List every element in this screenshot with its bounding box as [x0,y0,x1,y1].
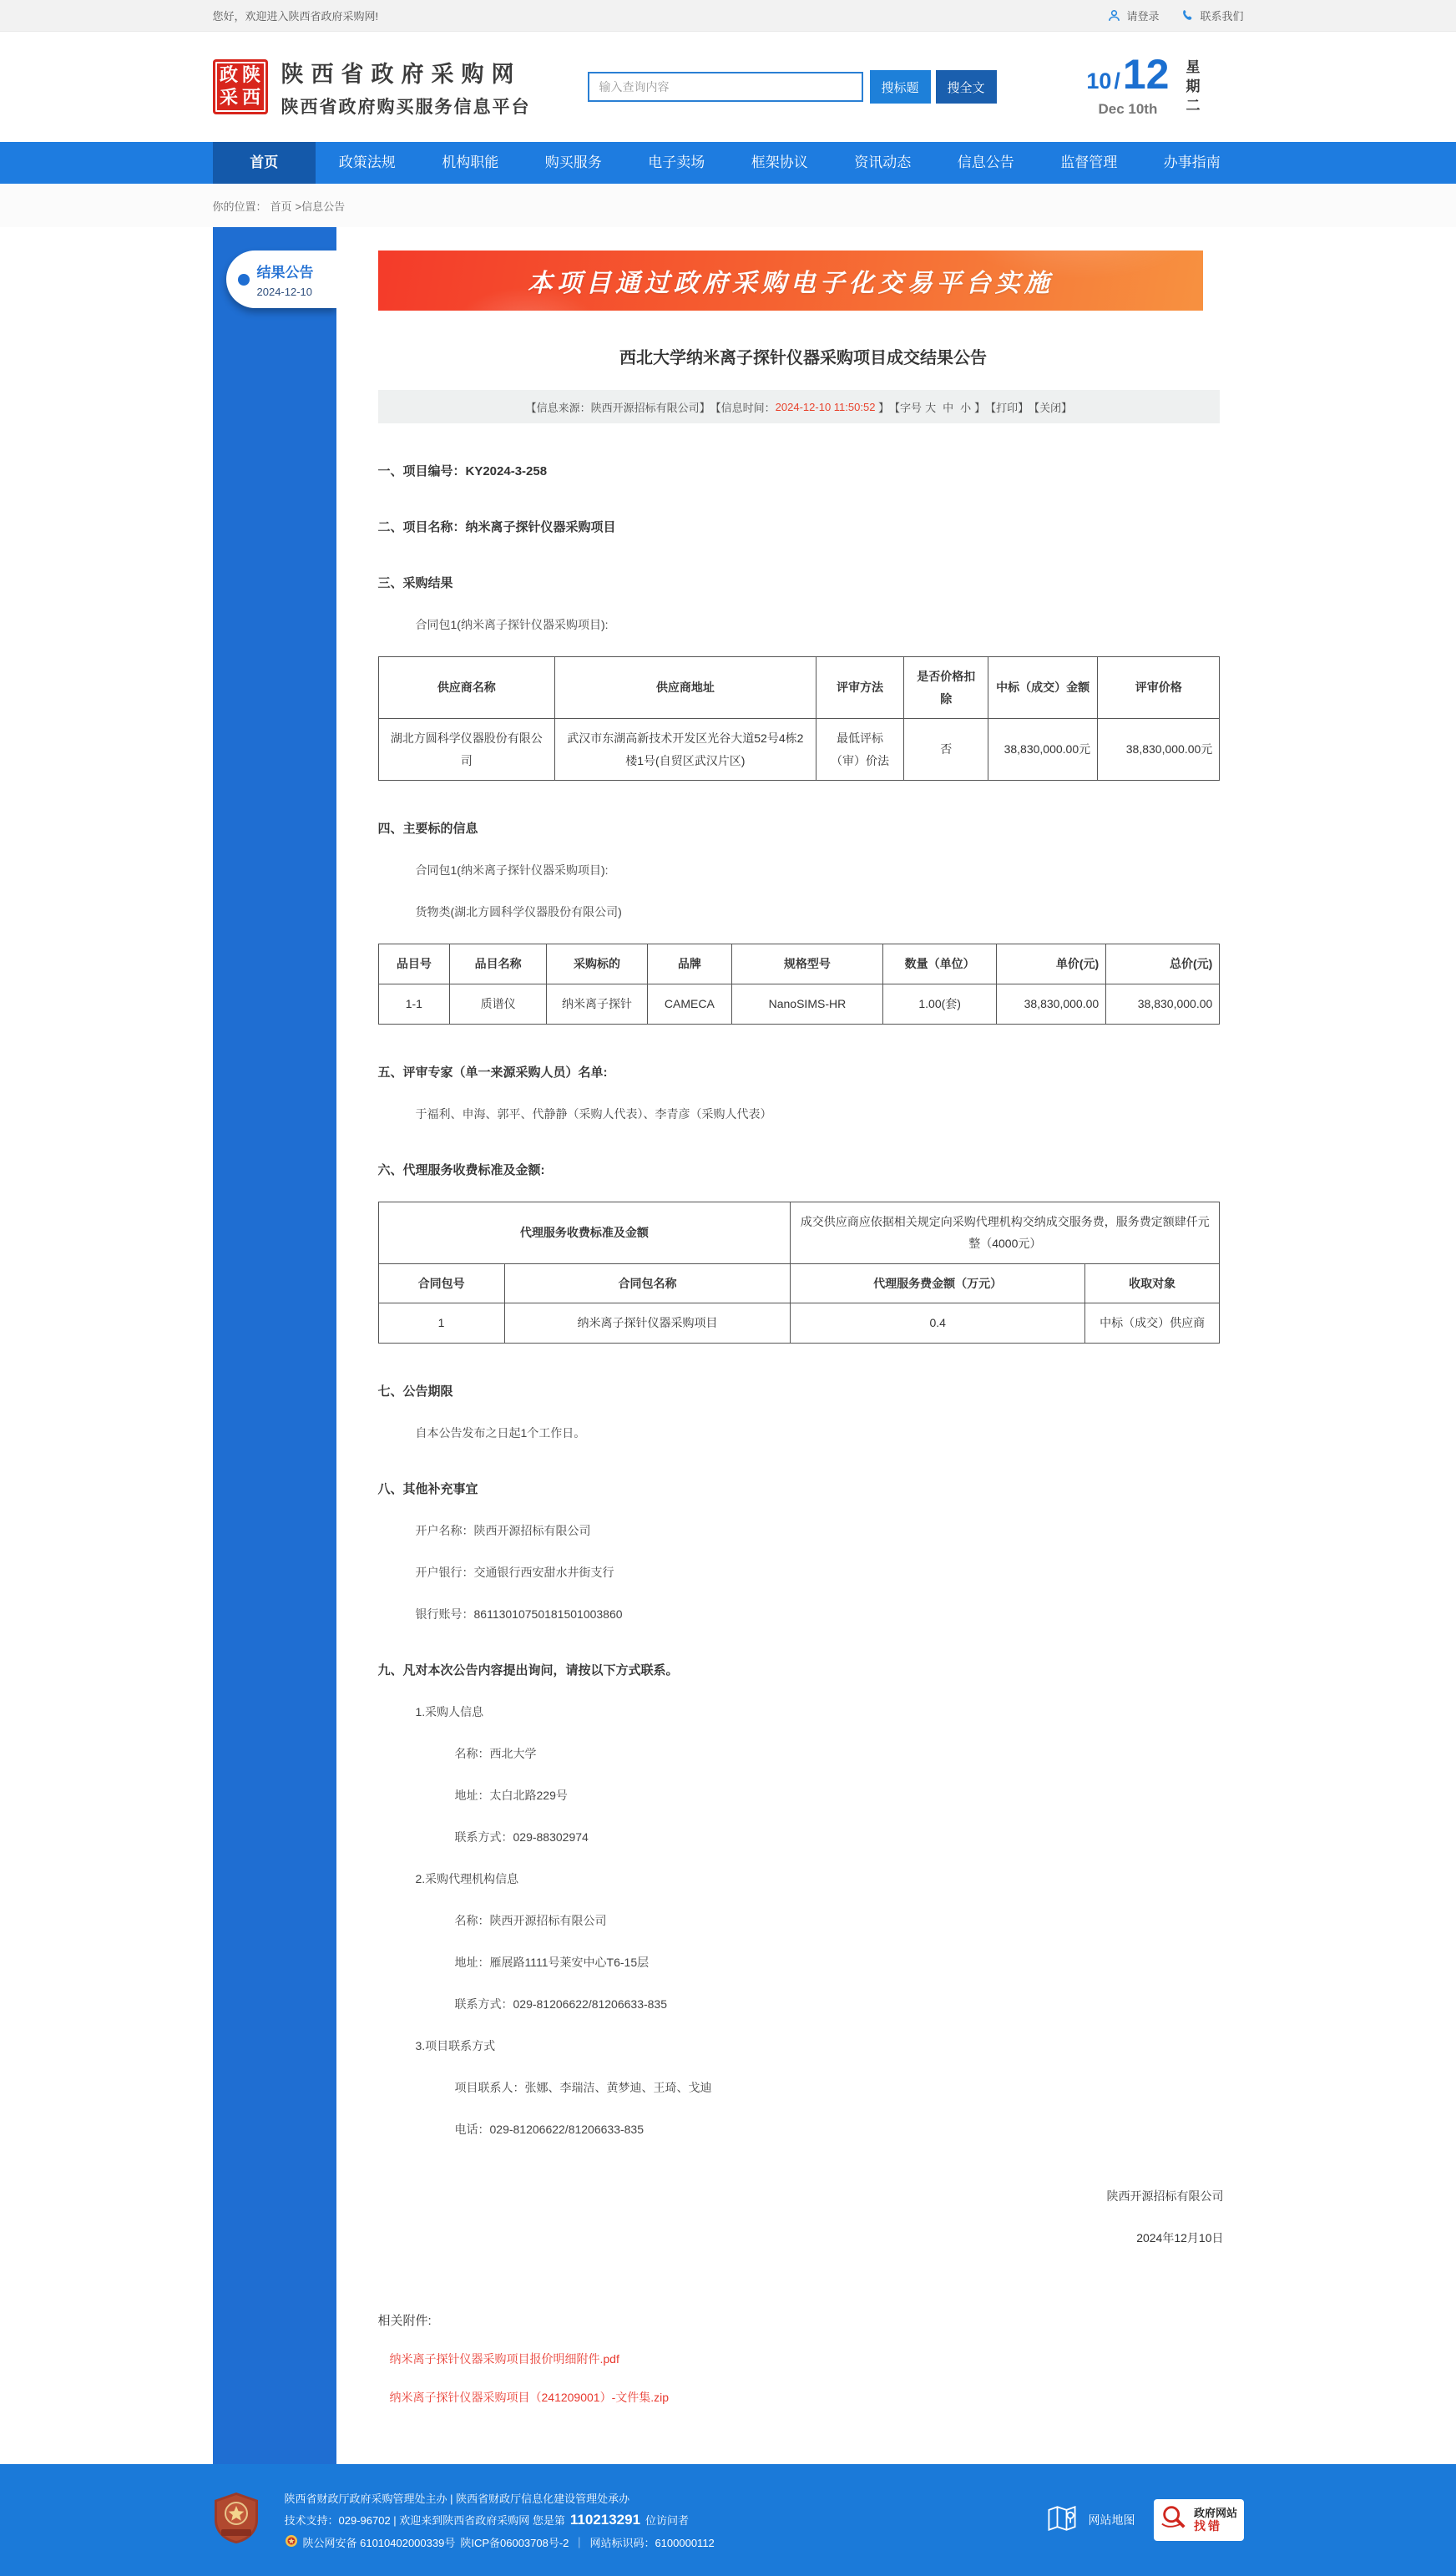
footer-organizer-line: 陕西省财政厅政府采购管理处主办 | 陕西省财政厅信息化建设管理处承办 [284,2492,630,2505]
nav-item-policies[interactable]: 政策法规 [338,154,396,170]
table-header-row: 品目号 品目名称 采购标的 品牌 规格型号 数量（单位） 单价(元) 总价(元) [378,944,1220,984]
map-icon [1044,2500,1080,2539]
signoff-date: 2024年12月10日 [1136,2230,1224,2245]
nav-item-framework[interactable]: 框架协议 [751,154,808,170]
sidebar [213,227,336,2464]
article-meta-bar: 【信息来源：陕西开源招标有限公司】 【信息时间： 2024-12-10 11:50:52 】 【字号 大 中 小 】 【打印】 【关闭】 [378,390,1221,423]
contact-label: 联系我们 [1200,10,1244,23]
purchaser-contact: 联系方式：029-88302974 [454,1830,589,1844]
date-day: 12 [1122,51,1170,98]
close-button[interactable]: 【关闭】 [1029,401,1073,414]
attachments [378,2311,1229,2406]
police-badge-icon [285,2534,298,2550]
date-weekday: 星期二 [1183,59,1200,117]
meta-time: 2024-12-10 11:50:52 [775,400,876,413]
account-number: 银行账号：86113010750181501003860 [415,1607,623,1621]
table-header-row: 合同包号 合同包名称 代理服务费金额（万元） 收取对象 [378,1263,1220,1303]
date-english: Dec 10th [1098,101,1158,117]
section-9-heading: 九、凡对本次公告内容提出询问，请按以下方式联系。 [377,1663,679,1678]
section-2-heading: 二、项目名称：纳米离子探针仪器采购项目 [377,520,616,534]
table-row: 1-1 质谱仪 纳米离子探针 CAMECA NanoSIMS-HR 1.00(套) 38,830,000.00 38,830,000.00 [378,984,1220,1024]
search-bar [588,70,997,104]
nav-item-e-market[interactable]: 电子卖场 [648,154,705,170]
table-row: 湖北方圆科学仪器股份有限公司 武汉市东湖高新技术开发区光谷大道52号4栋2楼1号(自贸区武汉片区) 最低评标（审）价法 否 38,830,000.00元 38,830,000.00元 [378,719,1220,781]
breadcrumb-home-link[interactable]: 首页 [270,200,292,213]
footer-support-text: 技术支持：029-96702 | 欢迎来到陕西省政府采购网 您是第 [284,2514,565,2528]
find-error-badge[interactable] [1154,2499,1244,2541]
breadcrumb-label: 你的位置： [212,200,267,213]
login-label: 请登录 [1126,10,1160,23]
supplier-result-table [378,656,1221,781]
site-footer: 陕西省财政厅政府采购管理处主办 | 陕西省财政厅信息化建设管理处承办 技术支持：029-96702 | 欢迎来到陕西省政府采购网 您是第 110213291 位访问者 陕公网安备 61010402000339号 陕ICP备06003708号-2 ｜ 网站标识码：6100000112 网站地图 政府网站 找错 [0,2464,1456,2576]
fontsize-large-button[interactable]: 大 [925,401,937,414]
government-badge-icon [213,2491,260,2548]
project-contact-phone: 电话：029-81206622/81206633-835 [454,2122,645,2136]
nav-item-announcements[interactable]: 信息公告 [957,154,1014,170]
sidebar-tab-title: 结果公告 [256,265,314,281]
nav-item-purchase-services[interactable]: 购买服务 [544,154,602,170]
section-7-heading: 七、公告期限 [377,1384,453,1399]
signoff [378,2188,1229,2246]
expert-list: 于福利、申海、郭平、代静静（采购人代表）、李青彦（采购人代表） [415,1106,772,1121]
agency-fee-table [378,1202,1221,1344]
nav-item-guide[interactable]: 办事指南 [1163,154,1221,170]
sitemap-label: 网站地图 [1088,2513,1135,2527]
find-error-line2: 找错 [1193,2519,1222,2533]
meta-source: 【信息来源：陕西开源招标有限公司】 [525,401,710,414]
table-row: 1 纳米离子探针仪器采购项目 0.4 中标（成交）供应商 [378,1303,1220,1344]
items-table [378,944,1221,1024]
breadcrumb [0,184,1456,227]
signoff-company: 陕西开源招标有限公司 [1106,2189,1224,2203]
contact-link[interactable] [1180,8,1243,23]
project-contact-persons: 项目联系人：张娜、李瑞洁、黄梦迪、王琦、戈迪 [454,2080,712,2094]
table-header-row: 供应商名称 供应商地址 评审方法 是否价格扣除 中标（成交）金额 评审价格 [378,657,1220,719]
footer-beian[interactable]: 陕公网安备 61010402000339号 [302,2536,456,2549]
section-4-heading: 四、主要标的信息 [377,822,478,837]
purchaser-info-title: 1.采购人信息 [415,1704,484,1718]
account-name: 开户名称：陕西开源招标有限公司 [415,1523,591,1537]
agency-name: 名称：陕西开源招标有限公司 [454,1913,607,1927]
footer-site-code: 网站标识码：6100000112 [589,2536,715,2549]
phone-icon [1180,8,1195,23]
main-nav [0,142,1456,184]
search-title-button[interactable]: 搜标题 [870,70,931,104]
user-icon [1107,8,1121,23]
date-month: 10 [1086,68,1112,94]
section-1-heading: 一、项目编号：KY2024-3-258 [377,464,548,478]
section-8-heading: 八、其他补充事宜 [377,1481,478,1496]
main-area [213,227,1244,2464]
site-brand[interactable] [213,56,531,119]
fontsize-medium-button[interactable]: 中 [943,401,954,414]
table-row: 代理服务收费标准及金额 成交供应商应依据相关规定向采购代理机构交纳成交服务费，服务费定额肆仟元整（4000元） [378,1202,1220,1263]
announcement-period: 自本公告发布之日起1个工作日。 [415,1425,586,1440]
nav-item-supervision[interactable]: 监督管理 [1060,154,1118,170]
section-6-heading: 六、代理服务收费标准及金额: [377,1162,545,1177]
date-widget: 10 /12 Dec 10th 星期二 [1086,56,1243,118]
footer-icp[interactable]: 陕ICP备06003708号-2 [460,2536,569,2549]
agency-address: 地址：雁展路1111号莱安中心T6-15层 [454,1955,650,1969]
search-fulltext-button[interactable]: 搜全文 [936,70,997,104]
agency-info-title: 2.采购代理机构信息 [415,1871,519,1885]
search-input[interactable] [588,72,863,102]
nav-item-functions[interactable]: 机构职能 [442,154,499,170]
site-name: 陕西省政府采购网 [281,61,522,87]
visitor-count: 110213291 [569,2511,641,2528]
sidebar-tab-result-announcement[interactable] [226,251,336,308]
attachment-link-zip[interactable]: 纳米离子探针仪器采购项目（241209001）-文件集.zip [389,2390,670,2404]
article-content [336,227,1244,2464]
login-link[interactable] [1107,8,1159,23]
fontsize-small-button[interactable]: 小 [960,401,972,414]
purchaser-name: 名称：西北大学 [454,1746,537,1760]
agency-contact: 联系方式：029-81206622/81206633-835 [454,1997,668,2011]
section-4-note1: 合同包1(纳米离子探针仪器采购项目): [415,863,609,878]
section-4-note2: 货物类(湖北方圆科学仪器股份有限公司) [415,905,622,919]
sidebar-tab-date: 2024-12-10 [256,286,312,298]
find-error-line1: 政府网站 [1193,2506,1237,2519]
breadcrumb-current: >信息公告 [295,200,346,213]
section-3-heading: 三、采购结果 [377,576,453,590]
dot-icon [238,274,250,286]
site-header [0,32,1456,142]
site-logo: 政 陕 采 西 [213,59,268,114]
magnifier-icon [1160,2503,1188,2536]
section-3-note: 合同包1(纳米离子探针仪器采购项目): [415,618,609,631]
platform-banner: 本项目通过政府采购电子化交易平台实施 [378,251,1203,311]
nav-item-home[interactable]: 首页 [213,142,316,184]
account-bank: 开户银行：交通银行西安甜水井街支行 [415,1565,614,1579]
section-5-heading: 五、评审专家（单一来源采购人员）名单: [377,1065,608,1080]
project-contact-title: 3.项目联系方式 [415,2038,496,2052]
topbar [0,0,1456,32]
nav-item-news[interactable]: 资讯动态 [854,154,912,170]
print-button[interactable]: 【打印】 [985,401,1029,414]
page-title: 西北大学纳米离子探针仪器采购项目成交结果公告 [619,349,987,367]
purchaser-address: 地址：太白北路229号 [454,1788,568,1802]
welcome-text: 您好，欢迎进入陕西省政府采购网! [212,10,379,23]
site-subtitle: 陕西省政府购买服务信息平台 [281,97,531,117]
attachment-link-pdf[interactable]: 纳米离子探针仪器采购项目报价明细附件.pdf [389,2351,619,2366]
attachments-title: 相关附件: [377,2313,432,2328]
sitemap-link[interactable] [1044,2500,1135,2539]
